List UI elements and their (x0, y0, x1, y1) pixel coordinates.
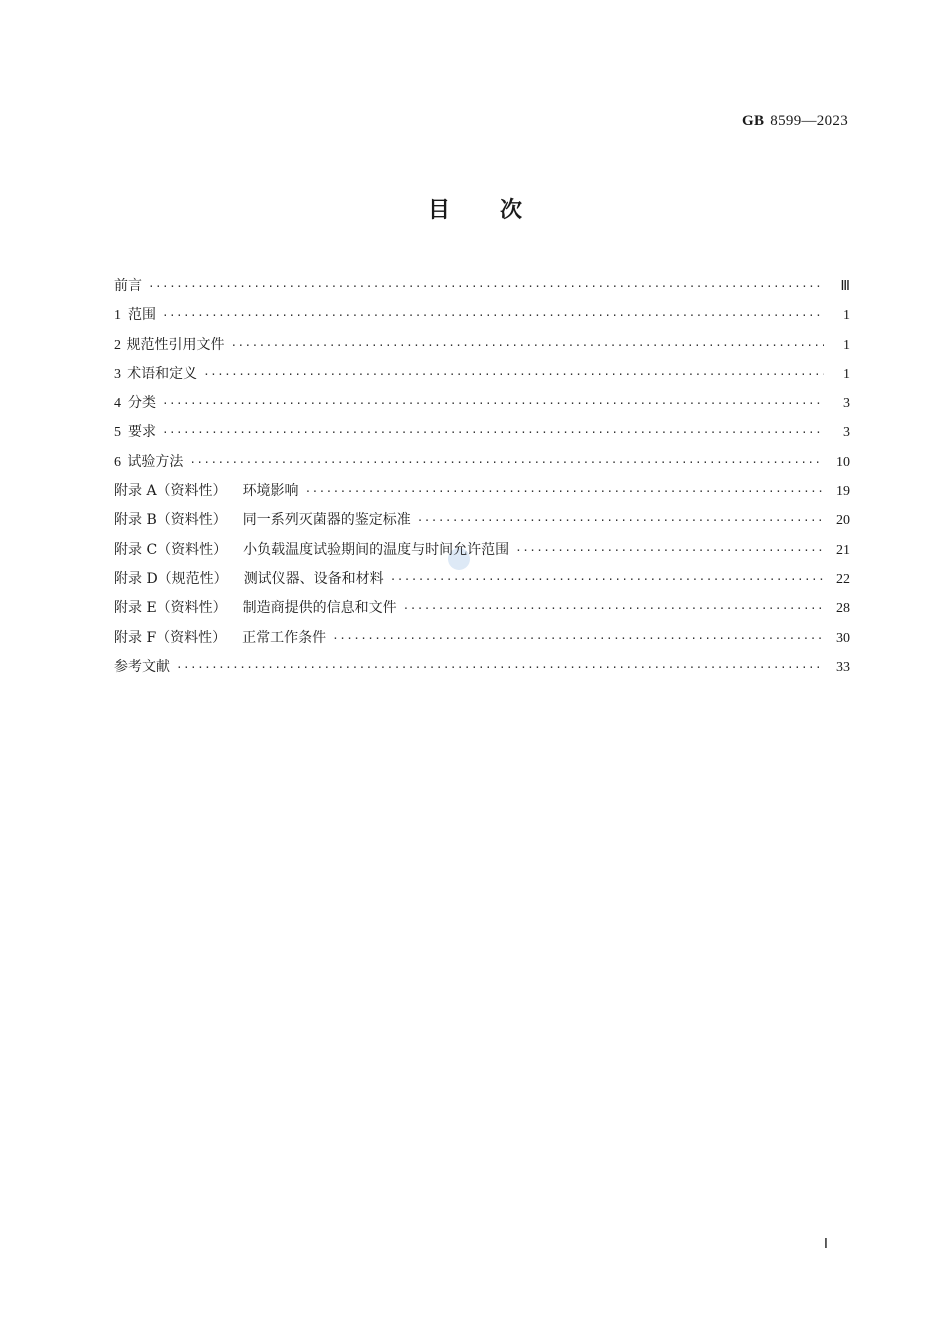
toc-entry-label: 试验方法 (127, 453, 184, 470)
leader-dots (176, 653, 824, 682)
toc-entry-number: 2 (114, 337, 121, 353)
appendix-tag: 附录 B（资料性） (114, 512, 227, 529)
toc-entry-page: 3 (843, 425, 850, 441)
standard-number: 8599—2023 (770, 113, 848, 129)
toc-entry-label (114, 506, 411, 535)
toc-entry-page: 28 (836, 601, 850, 617)
toc-entry-label (114, 594, 397, 623)
leader-dots (390, 565, 824, 594)
appendix-title: 制造商提供的信息和文件 (242, 600, 397, 617)
toc-entry-appendix-f[interactable] (114, 624, 850, 653)
leader-dots (148, 272, 824, 301)
appendix-tag: 附录 A（资料性） (114, 483, 227, 500)
toc-entry-label: 规范性引用文件 (126, 336, 225, 353)
toc-entry-label: 范围 (127, 307, 156, 324)
toc-entry-label: 参考文献 (114, 658, 170, 675)
toc-entry-page: Ⅲ (840, 279, 850, 294)
toc-entry-terms-definitions[interactable] (114, 360, 850, 389)
toc-entry-page: 1 (843, 308, 850, 324)
page-folio: Ⅰ (823, 1237, 828, 1252)
toc-entry-test-methods[interactable] (114, 448, 850, 477)
toc-entry-page: 33 (836, 659, 850, 675)
toc-entry-appendix-b[interactable] (114, 506, 850, 535)
toc-entry-label: 要求 (127, 424, 156, 441)
toc-entry-appendix-a[interactable] (114, 477, 850, 506)
toc-entry-appendix-e[interactable] (114, 594, 850, 623)
toc-entry-number: 6 (114, 454, 121, 470)
toc-entry-number: 4 (114, 396, 121, 412)
toc-entry-page: 1 (843, 366, 850, 382)
toc-entry-number: 1 (114, 308, 121, 324)
toc-entry-label (114, 565, 384, 594)
toc-entry-appendix-d[interactable] (114, 565, 850, 594)
leader-dots (231, 331, 824, 360)
toc-entry-requirements[interactable] (114, 418, 850, 447)
appendix-tag: 附录 C（资料性） (114, 541, 228, 558)
appendix-tag: 附录 F（资料性） (114, 629, 227, 646)
toc-entry-label: 术语和定义 (127, 365, 198, 382)
leader-dots (162, 301, 824, 330)
leader-dots (305, 477, 824, 506)
toc-entry-page: 19 (836, 484, 850, 500)
toc-entry-page: 21 (836, 542, 850, 558)
leader-dots (515, 536, 824, 565)
toc-entry-label: 分类 (127, 395, 156, 412)
toc-entry-appendix-c[interactable] (114, 536, 850, 565)
appendix-title: 正常工作条件 (242, 629, 327, 646)
leader-dots (417, 506, 824, 535)
appendix-title: 环境影响 (242, 483, 299, 500)
toc-entry-page: 1 (843, 337, 850, 353)
toc-entry-label: 前言 (114, 278, 142, 294)
leader-dots (403, 594, 824, 623)
table-of-contents (114, 272, 850, 682)
appendix-title: 小负载温度试验期间的温度与时间允许范围 (243, 541, 510, 558)
toc-entry-page: 22 (836, 571, 850, 587)
toc-entry-foreword[interactable] (114, 272, 850, 301)
toc-entry-number: 5 (114, 425, 121, 441)
toc-entry-normative-references[interactable] (114, 331, 850, 360)
page-title (0, 193, 950, 224)
toc-entry-bibliography[interactable] (114, 653, 850, 682)
title-char-2: 次 (500, 198, 523, 223)
toc-entry-page: 30 (836, 630, 850, 646)
standard-prefix: GB (742, 113, 765, 129)
title-char-1: 目 (427, 198, 450, 223)
toc-entry-page: 10 (836, 454, 850, 470)
standard-code (742, 113, 848, 130)
appendix-title: 同一系列灭菌器的鉴定标准 (242, 512, 411, 529)
toc-entry-label (114, 536, 509, 565)
appendix-tag: 附录 E（资料性） (114, 600, 227, 617)
appendix-title: 测试仪器、设备和材料 (243, 570, 384, 587)
toc-entry-label (114, 477, 299, 506)
toc-entry-classification[interactable] (114, 389, 850, 418)
toc-entry-number: 3 (114, 366, 121, 382)
leader-dots (203, 360, 824, 389)
appendix-tag: 附录 D（规范性） (114, 570, 228, 587)
toc-entry-scope[interactable] (114, 301, 850, 330)
leader-dots (162, 389, 824, 418)
leader-dots (162, 418, 824, 447)
leader-dots (332, 624, 824, 653)
toc-entry-page: 3 (843, 396, 850, 412)
toc-entry-label (114, 624, 326, 653)
toc-entry-page: 20 (836, 513, 850, 529)
leader-dots (189, 448, 824, 477)
